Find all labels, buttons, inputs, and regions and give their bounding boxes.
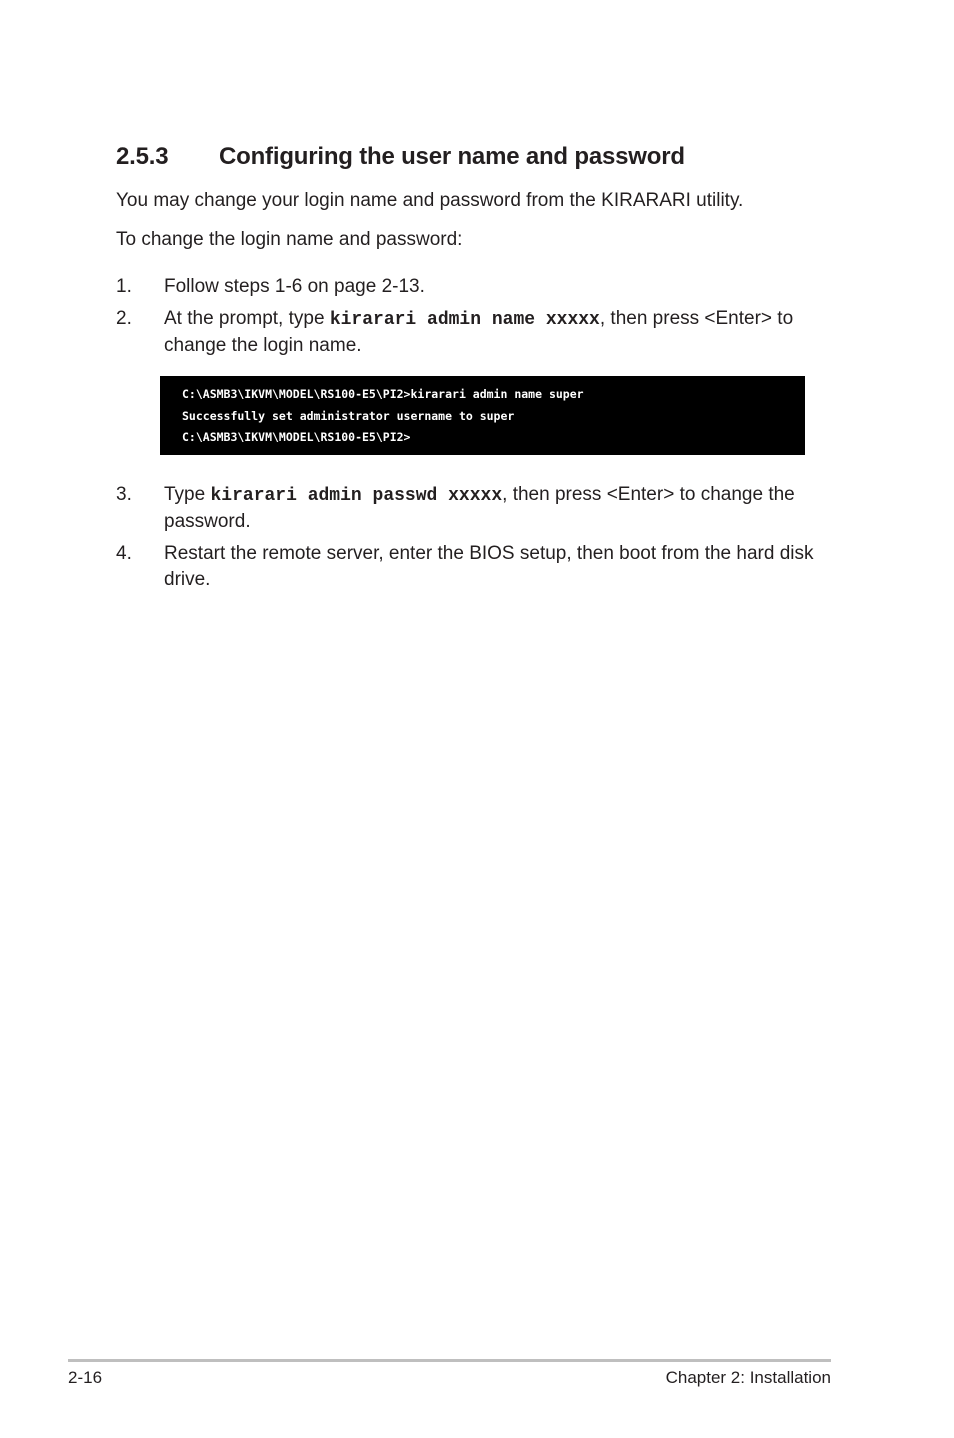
page-number: 2-16 [68,1368,103,1387]
step-number: 4. [116,543,132,564]
terminal-line: C:\ASMB3\IKVM\MODEL\RS100-E5\PI2>kirarari admin name super [182,387,584,401]
footer-divider [68,1359,831,1362]
terminal-line: Successfully set administrator username to super [182,408,515,423]
section-heading [116,143,685,171]
intro-paragraph: You may change your login name and password from the KIRARARI utility. [116,190,744,211]
step-2 [116,306,836,359]
step-text [164,306,836,359]
step-3 [116,482,836,535]
step-number: 2. [116,308,132,329]
step-text: Follow steps 1-6 on page 2-13. [164,276,425,297]
step-text-after: , then press <Enter> to change the login name. [164,308,794,356]
step-text-before: Type [164,484,211,505]
step-command: kirarari admin passwd xxxxx [210,486,503,506]
step-text-before: At the prompt, type [164,308,330,329]
lead-in-paragraph: To change the login name and password: [116,229,463,250]
step-text [164,482,836,535]
terminal-line: C:\ASMB3\IKVM\MODEL\RS100-E5\PI2> [182,430,411,444]
step-text: Restart the remote server, enter the BIOS setup, then boot from the hard disk drive. [164,543,814,590]
step-text-after: , then press <Enter> to change the password. [164,484,795,532]
step-command: kirarari admin name xxxxx [329,310,600,330]
step-1 [116,274,836,300]
terminal-output [160,376,805,455]
step-number: 1. [116,276,132,297]
step-4 [116,541,836,593]
chapter-label: Chapter 2: Installation [665,1368,831,1387]
section-title: Configuring the user name and password [219,143,685,170]
step-number: 3. [116,484,132,505]
section-number: 2.5.3 [116,143,169,170]
